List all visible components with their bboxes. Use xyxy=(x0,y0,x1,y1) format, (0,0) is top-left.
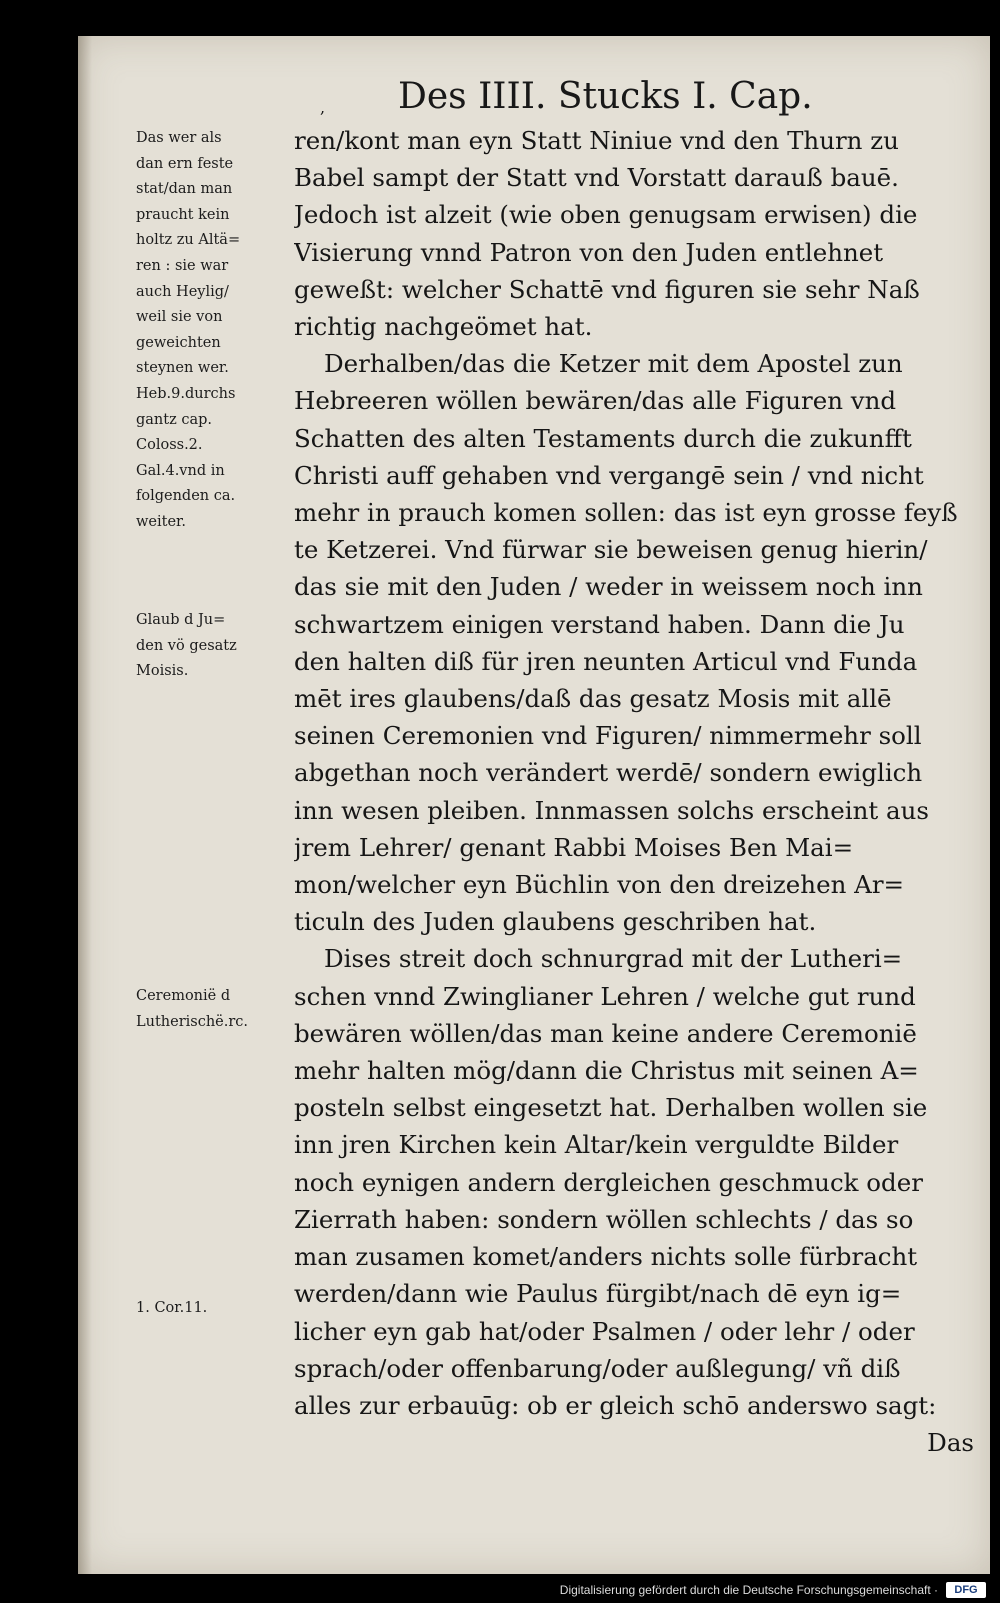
text-line: werden/dann wie Paulus fürgibt/nach dē eyn ig= xyxy=(294,1279,902,1309)
margin-note xyxy=(136,126,288,536)
text-line: Christi auff gehaben vnd vergangē sein / vnd nicht xyxy=(294,460,924,490)
text-line: posteln selbst eingesetzt hat. Derhalben wollen sie xyxy=(294,1093,928,1123)
margin-note-line: Glaub d Ju= xyxy=(136,612,226,628)
header-mark: , xyxy=(320,98,326,117)
page-binding-shadow xyxy=(78,36,92,1574)
margin-note-line: ren : sie war xyxy=(136,257,229,274)
margin-note-line: steynen wer. xyxy=(136,360,229,377)
text-line: te Ketzerei. Vnd fürwar sie beweisen genug hierin/ xyxy=(294,535,928,565)
text-line: schen vnnd Zwinglianer Lehren / welche gut rund xyxy=(294,981,916,1011)
text-line: alles zur erbauūg: ob er gleich schō anderswo sagt: xyxy=(294,1390,937,1420)
margin-note-line: dan ern feste xyxy=(136,155,234,172)
text-line: den halten diß für jren neunten Articul vnd Funda xyxy=(294,646,918,676)
text-line: Das xyxy=(927,1428,974,1458)
text-line: jrem Lehrer/ genant Rabbi Moises Ben Mai= xyxy=(294,832,854,862)
text-line: Babel sampt der Statt vnd Vorstatt darauß bauē. xyxy=(294,163,899,193)
text-line: das sie mit den Juden / weder in weissem noch inn xyxy=(294,572,923,602)
dfg-logo: DFG xyxy=(946,1582,986,1598)
text-line: Derhalben/das die Ketzer mit dem Apostel zun xyxy=(324,349,903,379)
text-line: schwartzem einigen verstand haben. Dann die Ju xyxy=(294,609,905,639)
margin-note xyxy=(136,984,288,1035)
margin-note-line: auch Heylig/ xyxy=(136,283,229,300)
margin-note-line: geweichten xyxy=(136,334,221,351)
running-header xyxy=(320,76,813,117)
margin-note-line: praucht kein xyxy=(136,206,230,223)
margin-note-line: Heb.9.durchs xyxy=(136,385,236,402)
text-line: Dises streit doch schnurgrad mit der Lutheri= xyxy=(324,944,903,974)
text-line: geweßt: welcher Schattē vnd figuren sie sehr Naß xyxy=(294,274,920,304)
text-line: mon/welcher eyn Büchlin von den dreizehen Ar= xyxy=(294,870,905,900)
text-line: noch eynigen andern dergleichen geschmuck oder xyxy=(294,1167,923,1197)
text-line: licher eyn gab hat/oder Psalmen / oder lehr / oder xyxy=(294,1316,915,1346)
margin-note xyxy=(136,1296,288,1322)
margin-note-line: Gal.4.vnd in xyxy=(136,462,225,479)
text-line: Visierung vnnd Patron von den Juden entlehnet xyxy=(294,237,884,267)
text-line: mehr in prauch komen sollen: das ist eyn grosse feyß xyxy=(294,498,958,528)
margin-note xyxy=(136,608,288,685)
margin-note-line: weil sie von xyxy=(136,309,223,326)
text-line: inn jren Kirchen kein Altar/kein verguldte Bilder xyxy=(294,1130,899,1160)
text-line: mēt ires glaubens/daß das gesatz Mosis mit allē xyxy=(294,684,892,714)
digitization-footer xyxy=(0,1576,1000,1603)
margin-note-line: Moisis. xyxy=(136,663,189,680)
margin-note-line: weiter. xyxy=(136,513,186,530)
margin-note-line: den vö gesatz xyxy=(136,637,237,654)
margin-note-line: 1. Cor.11. xyxy=(136,1300,208,1316)
text-line: ticuln des Juden glaubens geschriben hat. xyxy=(294,907,817,937)
footer-credit: Digitalisierung gefördert durch die Deutsche Forschungsgemeinschaft · xyxy=(559,1583,938,1597)
header-title: Des IIII. Stucks I. Cap. xyxy=(398,76,813,117)
text-line: Jedoch ist alzeit (wie oben genugsam erwisen) die xyxy=(294,200,918,230)
margin-note-line: folgenden ca. xyxy=(136,488,236,505)
margin-note-line: holtz zu Altä= xyxy=(136,232,241,249)
text-line: abgethan noch verändert werdē/ sondern ewiglich xyxy=(294,758,923,788)
margin-note-line: Lutherischë.rc. xyxy=(136,1013,249,1030)
margin-note-line: Coloss.2. xyxy=(136,437,203,454)
margin-note-line: gantz cap. xyxy=(136,411,212,428)
text-line: Schatten des alten Testaments durch die zukunfft xyxy=(294,423,912,453)
text-line: inn wesen pleiben. Innmassen solchs erscheint aus xyxy=(294,795,929,825)
margin-note-line: stat/dan man xyxy=(136,181,233,198)
book-page xyxy=(78,36,990,1574)
main-text-column xyxy=(294,122,974,1461)
text-line: mehr halten mög/dann die Christus mit seinen A= xyxy=(294,1056,919,1086)
text-line: bewären wöllen/das man keine andere Ceremoniē xyxy=(294,1018,917,1048)
text-line: richtig nachgeömet hat. xyxy=(294,312,593,342)
text-line: seinen Ceremonien vnd Figuren/ nimmermehr soll xyxy=(294,721,922,751)
margin-note-line: Ceremonië d xyxy=(136,988,231,1004)
text-line: Hebreeren wöllen bewären/das alle Figuren vnd xyxy=(294,386,897,416)
text-line: ren/kont man eyn Statt Niniue vnd den Thurn zu xyxy=(294,126,899,155)
margin-note-line: Das wer als xyxy=(136,130,222,146)
text-line: man zusamen komet/anders nichts solle fürbracht xyxy=(294,1242,918,1272)
text-line: Zierrath haben: sondern wöllen schlechts / das so xyxy=(294,1204,914,1234)
text-line: sprach/oder offenbarung/oder außlegung/ vñ diß xyxy=(294,1353,901,1383)
